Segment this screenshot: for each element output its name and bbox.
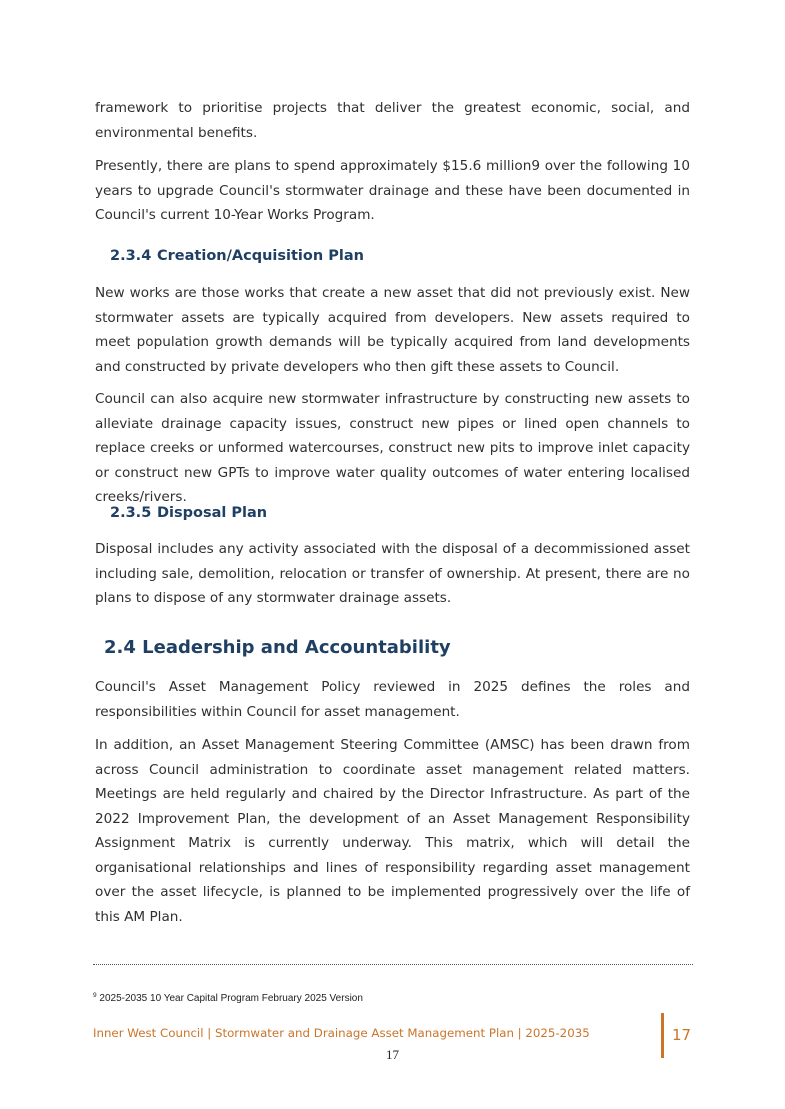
section-title: Creation/Acquisition Plan (157, 248, 364, 264)
page-number: 17 (386, 1047, 399, 1062)
footnote-divider (93, 964, 693, 965)
section-heading-2-4: 2.4 Leadership and Accountability (104, 637, 451, 658)
footnote-marker: 9 (93, 992, 97, 999)
body-paragraph: Council's Asset Management Policy reviewed in 2025 defines the roles and responsibilities within Council for asset management. (95, 679, 690, 720)
body-paragraph: New works are those works that create a new asset that did not previously exist. New stormwater assets are typically acquired from developers. New assets required to meet population growth demands will be typically acquired from land developments and constructed by private developers who then gift these assets to Council. (95, 285, 690, 375)
body-paragraph: framework to prioritise projects that deliver the greatest economic, social, and environmental benefits. (95, 100, 690, 141)
body-paragraph: Council can also acquire new stormwater infrastructure by constructing new assets to alleviate drainage capacity issues, construct new pipes or lined open channels to replace creeks or unformed watercourses, construct new pits to improve inlet capacity or construct new GPTs to improve water quality outcomes of water entering localised creeks/rivers. (95, 391, 690, 505)
section-heading-2-3-4 (110, 248, 364, 264)
footer-divider-bar (661, 1013, 664, 1058)
section-number: 2.3.5 (110, 505, 152, 521)
body-paragraph: Presently, there are plans to spend approximately $15.6 million9 over the following 10 years to upgrade Council's stormwater drainage and these have been documented in Council's current 10-Year Works Program. (95, 158, 690, 223)
section-number: 2.3.4 (110, 248, 152, 264)
footer-page-number: 17 (672, 1026, 692, 1044)
footnote (93, 992, 363, 1004)
footnote-text: 2025-2035 10 Year Capital Program February 2025 Version (99, 993, 363, 1004)
body-paragraph: In addition, an Asset Management Steering Committee (AMSC) has been drawn from across Council administration to coordinate asset management related matters. Meetings are held regularly and chaired by the Director Infrastructure. As part of the 2022 Improvement Plan, the development of an Asset Management Responsibility Assignment Matrix is currently underway. This matrix, which will detail the organisational relationships and lines of responsibility regarding asset management over the asset lifecycle, is planned to be implemented progressively over the life of this AM Plan. (95, 737, 690, 925)
section-heading-2-3-5 (110, 505, 267, 521)
section-title: Disposal Plan (157, 505, 268, 521)
footer-title: Inner West Council | Stormwater and Drainage Asset Management Plan | 2025-2035 (93, 1026, 590, 1040)
body-paragraph: Disposal includes any activity associated with the disposal of a decommissioned asset including sale, demolition, relocation or transfer of ownership. At present, there are no plans to dispose of any stormwater drainage assets. (95, 541, 690, 606)
